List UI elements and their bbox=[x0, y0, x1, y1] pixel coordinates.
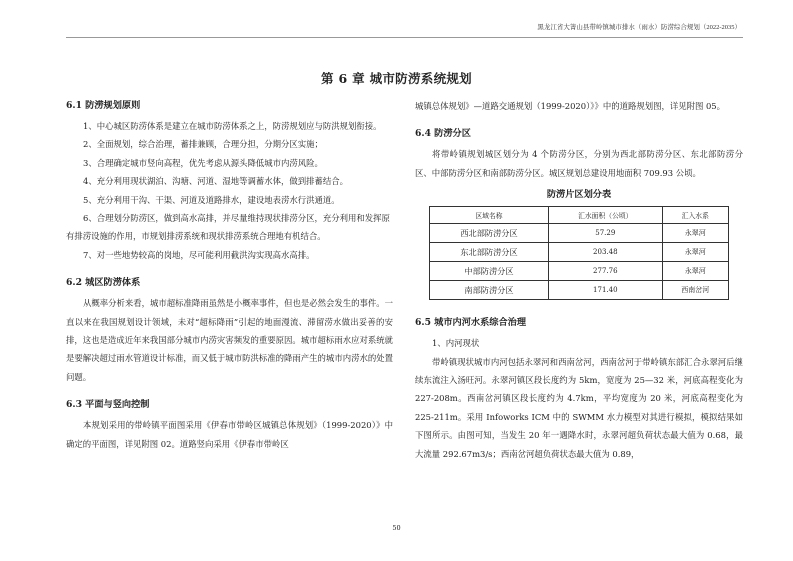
table-row bbox=[430, 243, 729, 262]
principle-item: 7、对一些地势较高的岗地，尽可能利用截洪沟实现高水高排。 bbox=[83, 249, 315, 260]
table-header-row bbox=[430, 207, 729, 224]
section-heading-6-4: 6.4 防涝分区 bbox=[415, 128, 471, 140]
table-row bbox=[430, 224, 729, 243]
principle-item: 2、全面规划，综合治理，蓄排兼顾，合理分担，分期分区实施； bbox=[83, 139, 323, 150]
table-cell: 277.76 bbox=[548, 262, 662, 281]
section-heading-6-3: 6.3 平面与竖向控制 bbox=[66, 399, 150, 411]
chapter-title: 第 6 章 城市防涝系统规划 bbox=[321, 71, 472, 86]
running-header: 黑龙江省大箐山县带岭镇城市排水（雨水）防涝综合规划（2022-2035） bbox=[537, 24, 741, 31]
table-row bbox=[430, 281, 729, 300]
principle-item: 1、中心城区防涝体系是建立在城市防涝体系之上，防涝规划应与防洪规划衔接。 bbox=[83, 121, 382, 131]
right-column bbox=[415, 97, 743, 463]
table-cell: 南部防涝分区 bbox=[430, 281, 549, 300]
table-cell: 203.48 bbox=[548, 243, 662, 262]
section-paragraph: 本规划采用的带岭镇平面图采用《伊春市带岭区城镇总体规划》（1999-2020）》中确定的平面图，详见附图 02。道路竖向采用《伊春市带岭区 bbox=[66, 420, 393, 449]
table-cell: 永翠河 bbox=[662, 262, 728, 281]
principle-item: 3、合理确定城市竖向高程，优先考虑从源头降低城市内涝风险。 bbox=[83, 157, 323, 168]
table-cell: 57.29 bbox=[548, 224, 662, 243]
section-paragraph: 将带岭镇规划城区划分为 4 个防涝分区，分别为西北部防涝分区、东北部防涝分区、中部防涝分区和南部防涝分区。城区规划总建设用地面积 709.93 公顷。 bbox=[415, 149, 743, 178]
table-cell: 西南岔河 bbox=[662, 281, 728, 300]
principle-item: 5、充分利用干沟、干渠、河道及道路排水，建设地表涝水行洪通道。 bbox=[83, 194, 340, 205]
column-header: 汇入水系 bbox=[662, 207, 728, 224]
table-cell: 东北部防涝分区 bbox=[430, 243, 549, 262]
column-header: 汇水面积（公顷） bbox=[548, 207, 662, 224]
header-rule bbox=[66, 37, 743, 38]
section-paragraph-continued: 城镇总体规划》—道路交通规划（1999-2020）》》中的道路规划图，详见附图 05。 bbox=[415, 101, 726, 111]
drainage-zone-table bbox=[429, 206, 729, 300]
principle-item: 6、合理划分防涝区，做到高水高排，并尽量维持现状排涝分区，充分利用和发挥原有排涝设施的作用，市规划排涝系统和现状排涝系统合理地有机结合。 bbox=[66, 213, 390, 242]
section-paragraph: 带岭镇现状城市内河包括永翠河和西南岔河，西南岔河于带岭镇东部汇合永翠河后继续东流注入汤旺河。永翠河镇区段长度约为 5km，宽度为 25—32 米，河底高程变化为 227-208m。西南岔河镇区段长度约为 4.7km，平均宽度为 20 米，河底高程变化为 225-211m。采用 Infoworks ICM 中的 SWMM 水力模型对其进行模拟，模拟结果如下图所示。由图可知，当发生 20 年一遇降水时，永翠河超负荷状态最大值为 0.68，最大流量 292.67m3/s；西南岔河超负荷状态最大值为 0.89， bbox=[415, 356, 743, 459]
table-cell: 永翠河 bbox=[662, 243, 728, 262]
table-cell: 西北部防涝分区 bbox=[430, 224, 549, 243]
table-cell: 永翠河 bbox=[662, 224, 728, 243]
principle-item: 4、充分利用现状湖泊、沟塘、河道、湿地等调蓄水体，做到排蓄结合。 bbox=[83, 176, 348, 187]
section-heading-6-5: 6.5 城市内河水系综合治理 bbox=[415, 317, 527, 329]
table-cell: 中部防涝分区 bbox=[430, 262, 549, 281]
left-column bbox=[66, 97, 393, 453]
table-row bbox=[430, 262, 729, 281]
column-header: 区域名称 bbox=[430, 207, 549, 224]
section-heading-6-2: 6.2 城区防涝体系 bbox=[66, 277, 141, 289]
page-number: 50 bbox=[392, 524, 401, 532]
section-heading-6-1: 6.1 防涝规划原则 bbox=[66, 100, 141, 111]
section-paragraph: 从概率分析来看，城市超标准降雨虽然是小概率事件，但也是必然会发生的事件。一直以来在我国规划设计领域，未对“超标降雨”引起的地面漫流、滞留涝水做出妥善的安排，这也是造成近年来我国部分城市内涝灾害频发的重要原因。城市超标雨水应对系统就是要解决超过雨水管道设计标准，而又低于城市防洪标准的降雨产生的城市内涝水的处置问题。 bbox=[66, 298, 393, 382]
table-title: 防涝片区划分表 bbox=[546, 189, 612, 201]
subsection-heading: 1、内河现状 bbox=[432, 338, 480, 349]
table-cell: 171.40 bbox=[548, 281, 662, 300]
